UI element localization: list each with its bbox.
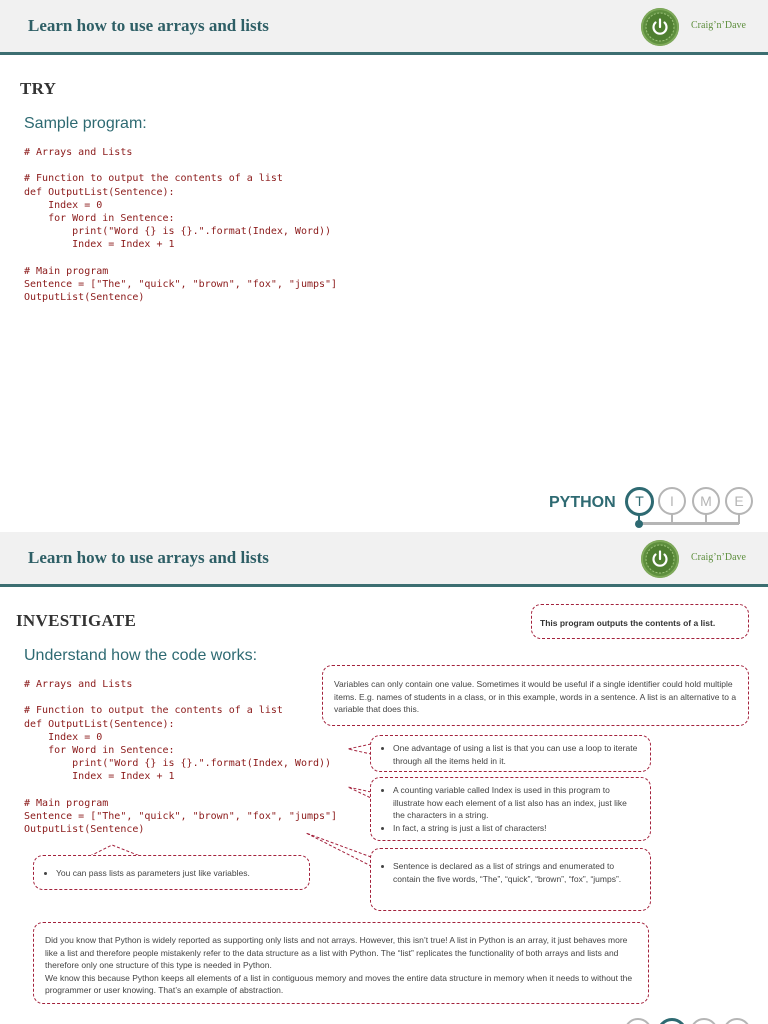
time-progress-dot [635,520,643,528]
python-time-label: PYTHON [549,494,616,511]
time-letter-m: M [692,487,720,515]
callout-params-text: • You can pass lists as parameters just like variables. [56,867,299,880]
page-title: Learn how to use arrays and lists [28,16,269,35]
brand-name: Craig’n’Dave [691,552,746,563]
time-tick [705,514,707,524]
callout-outputs [531,604,749,639]
sample-program-heading: Sample program: [24,115,147,132]
callout-params [33,855,310,890]
page-title: Learn how to use arrays and lists [28,548,269,567]
time-circle [657,1018,687,1024]
power-icon [641,8,679,46]
did-you-know-text: Did you know that Python is widely reported as supporting only lists and not arrays. However, this isn’t true! A list in Python is an array, it just behaves more like a list and therefore people mistakenly refer to the data structure as a list with Python. The “list” replicates the functionality of both arrays and lists and therefore only one structure of this type is needed in Python. [45,935,628,970]
callout-index [370,777,651,841]
investigate-code-block: # Arrays and Lists # Function to output the contents of a list def OutputList(Sentence): Index = 0 for Word in Sentence: print("Word {} is {}.".format(Index, Word)) Index = Index + 1 # Main program Sentence = ["The", "quick", "brown", "fox", "jumps"] OutputList(Sentence) [24,679,338,836]
callout-declared-text: • Sentence is declared as a list of strings and enumerated to contain the five words, “The”, “quick”, “brown”, “fox”, “jumps”. [393,860,640,885]
brand-name: Craig’n’Dave [691,20,746,31]
try-code-block: # Arrays and Lists # Function to output the contents of a list def OutputList(Sentence): Index = 0 for Word in Sentence: print("Word {} is {}.".format(Index, Word)) Index = Index + 1 # Main program Sentence = ["The", "quick", "brown", "fox", "jumps"] OutputList(Sentence) [24,147,338,304]
callout-variables-text: Variables can only contain one value. Sometimes it would be useful if a single identifier could hold multiple items. E.g. names of students in a class, or in this example, words in a sentence. A list is an alternative to a variable that does this. [334,679,737,714]
callout-index-string-text: • In fact, a string is just a list of characters! [393,822,640,835]
time-circle [624,1018,652,1024]
callout-loop-text: • One advantage of using a list is that you can use a loop to iterate through all the items held in it. [393,742,640,767]
time-letter-e: E [725,487,753,515]
time-progress-line [639,522,739,525]
callout-loop [370,735,651,772]
understand-code-heading: Understand how the code works: [24,647,258,664]
callout-outputs-text: This program outputs the contents of a list. [540,618,716,628]
time-letter-t: T [625,487,654,516]
python-time-logo-partial [620,1014,768,1024]
time-tick [671,514,673,524]
python-time-logo [549,484,759,530]
callout-declared [370,848,651,911]
callout-index-text: • A counting variable called Index is used in this program to illustrate how each element of a list also has an index, just like the characters in a string. [393,784,640,822]
investigate-slide [0,532,768,1024]
try-heading: TRY [20,79,57,98]
time-tick [738,514,740,524]
callout-variables [322,665,749,726]
time-circle [723,1018,751,1024]
time-letter-i: I [658,487,686,515]
callout-did-you-know [33,922,649,1004]
abstraction-text: We know this because Python keeps all elements of a list in contiguous memory and moves the entire data structure in memory when it needs to without the programmer or user knowing. That’s an example of abstraction. [45,972,633,995]
slide-header [0,0,768,55]
time-circle [690,1018,718,1024]
investigate-heading: INVESTIGATE [16,611,137,630]
